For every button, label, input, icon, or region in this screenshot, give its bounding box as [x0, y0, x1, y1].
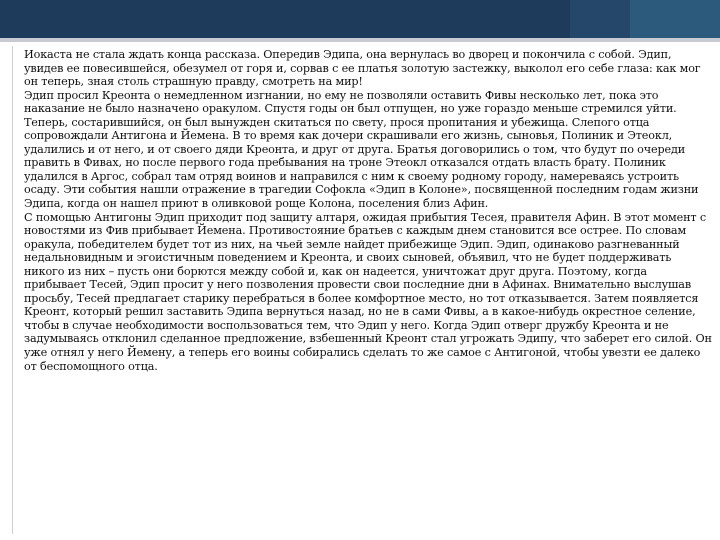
paragraph: Иокаста не стала ждать конца рассказа. Опередив Эдипа, она вернулась во дворец и покончила с собой. Эдип, увидев ее повесившейся, обезумел от горя и, сорвав с ее платья золотую застежку, выколол его себе глаза: как мог он теперь, зная столь страшную правду, смотреть на мир!: [24, 48, 701, 89]
top-bar: [0, 0, 720, 38]
top-bar-strip: [0, 38, 720, 42]
top-bar-accent: [570, 0, 630, 38]
paragraph: Эдип просил Креонта о немедленном изгнании, но ему не позволяли оставить Фивы несколько лет, пока это наказание не было назначено оракулом. Спустя годы он был отпущен, но уже гораздо меньше стремился уйти. Теперь, состарившийся, он был вынужден скитаться по свету, прося пропитания и убежища. Слепого отца сопровождали Антигона и Йемена. В то время как дочери скрашивали его жизнь, сыновья, Полиник и Этеокл, удалились и от него, и от своего дяди Креонта, и друг от друга. Братья договорились о том, что будут по очереди править в Фивах, но после первого года пребывания на троне Этеокл отказался отдать власть брату. Полиник удалился в Аргос, собрал там отряд воинов и направился с ним к своему родному городу, намереваясь устроить осаду. Эти события нашли отражение в трагедии Софокла «Эдип в Колоне», посвященной последним годам жизни Эдипа, когда он нашел приют в оливковой роще Колона, поселения близ Афин.: [24, 88, 699, 211]
top-bar-accent: [630, 0, 720, 38]
left-rule: [12, 46, 13, 534]
paragraph: С помощью Антигоны Эдип приходит под защиту алтаря, ожидая прибытия Тесея, правителя Афин. В этот момент с новостями из Фив прибывает Йемена. Противостояние братьев с каждым днем становится все острее. По словам оракула, победителем будет тот из них, на чьей земле найдет прибежище Эдип. Эдип, одинаково разгневанный недальновидным и эгоистичным поведением и Креонта, и своих сыновей, объявил, что не будет поддерживать никого из них – пусть они борются между собой и, как он надеется, уничтожат друг друга. Поэтому, когда прибывает Тесей, Эдип просит у него позволения провести свои последние дни в Афинах. Внимательно выслушав просьбу, Тесей предлагает старику перебраться в более комфортное место, но тот отказывается. Затем появляется Креонт, который решил заставить Эдипа вернуться назад, но не в сами Фивы, а в какое-нибудь окрестное селение, чтобы в случае необходимости воспользоваться тем, что Эдип у него. Когда Эдип отверг дружбу Креонта и не задумываясь отклонил сделанное предложение, взбешенный Креонт стал угрожать Эдипу, что заберет его силой. Он уже отнял у него Йемену, а теперь его воины собирались сделать то же самое с Антигоной, чтобы увезти ее далеко от беспомощного отца.: [24, 210, 712, 373]
slide-body-text: [24, 48, 712, 373]
